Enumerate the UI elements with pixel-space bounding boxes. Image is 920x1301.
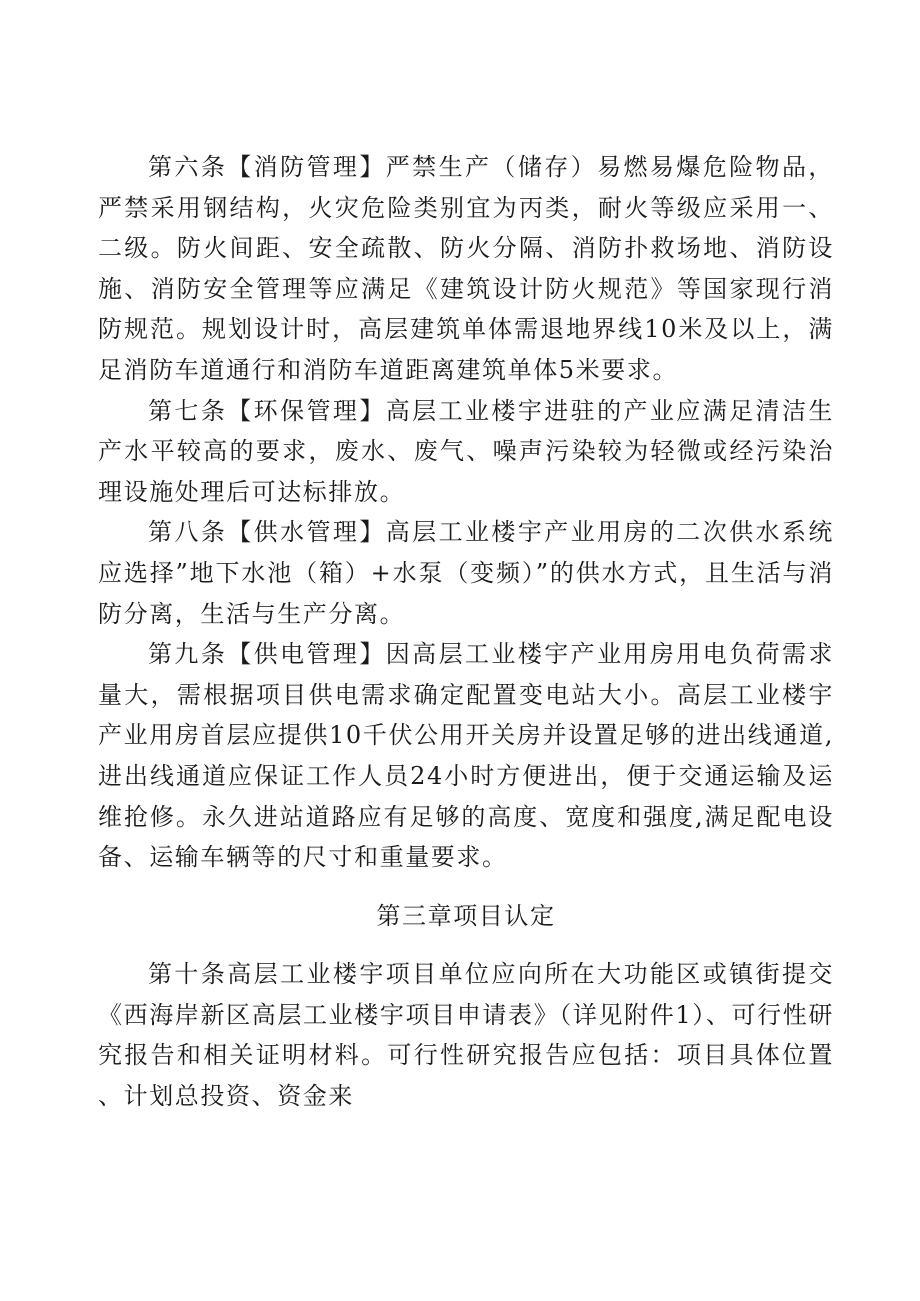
article-6-fire-management: 第六条【消防管理】严禁生产（储存）易燃易爆危险物品，严禁采用钢结构，火灾危险类别宜为丙类，耐火等级应采用一、二级。防火间距、安全疏散、防火分隔、消防扑救场地、消防设施、消防安全管理等应满足《建筑设计防火规范》等国家现行消防规范。规划设计时，高层建筑单体需退地界线10米及以上，满足消防车道通行和消防车道距离建筑单体5米要求。 xyxy=(98,153,834,384)
article-8-water-supply-management: 第八条【供水管理】高层工业楼宇产业用房的二次供水系统应选择”地下水池（箱）+水泵（变频）”的供水方式，且生活与消防分离，生活与生产分离。 xyxy=(98,518,834,628)
article-9-power-supply-management: 第九条【供电管理】因高层工业楼宇产业用房用电负荷需求量大，需根据项目供电需求确定配置变电站大小。高层工业楼宇产业用房首层应提供10千伏公用开关房并设置足够的进出线通道,进出线通道应保证工作人员24小时方便进出，便于交通运输及运维抢修。永久进站道路应有足够的高度、宽度和强度,满足配电设备、运输车辆等的尺寸和重量要求。 xyxy=(98,640,834,872)
chapter-heading: 第三章项目认定 xyxy=(376,901,556,930)
article-10-project-application: 第十条高层工业楼宇项目单位应向所在大功能区或镇街提交《西海岸新区高层工业楼宇项目申请表》（详见附件1）、可行性研究报告和相关证明材料。可行性研究报告应包括：项目具体位置、计划总投资、资金来 xyxy=(98,960,834,1111)
article-7-environmental-management: 第七条【环保管理】高层工业楼宇进驻的产业应满足清洁生产水平较高的要求，废水、废气、噪声污染较为轻微或经污染治理设施处理后可达标排放。 xyxy=(98,396,834,506)
document-body xyxy=(98,147,834,1117)
